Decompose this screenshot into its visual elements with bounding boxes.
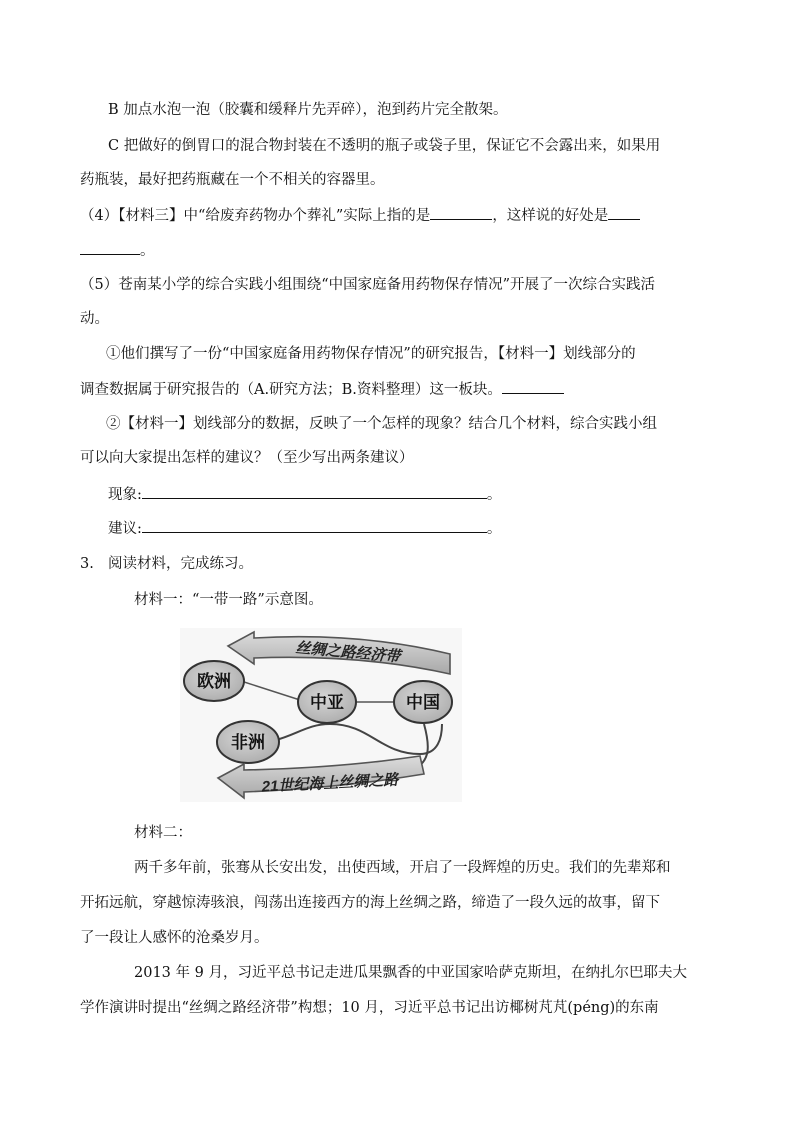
paragraph-1-line3: 了一段让人感怀的沧桑岁月。 — [80, 930, 269, 946]
belt-and-road-diagram — [180, 628, 462, 802]
subquestion-2-line2: 可以向大家提出怎样的建议？（至少写出两条建议） — [80, 450, 414, 466]
paragraph-1-line2: 开拓远航，穿越惊涛骇浪，闯荡出连接西方的海上丝绸之路，缔造了一段久远的故事，留下 — [80, 895, 660, 911]
china-label: 中国 — [406, 693, 440, 712]
question-4-line1 — [80, 205, 640, 226]
question-4-text: （4）【材料三】中“给废弃药物办个葬礼”实际上指的是 — [80, 208, 431, 224]
bottom-arrow-label: 21世纪海上丝绸之路 — [261, 771, 399, 796]
answer-blank[interactable] — [430, 205, 492, 220]
paragraph-2-line2: 学作演讲时提出“丝绸之路经济带”构想；10 月，习近平总书记出访椰树芃芃(péng)的东南 — [80, 1000, 659, 1016]
material-2-caption: 材料二： — [134, 825, 192, 841]
subquestion-2-line1: ②【材料一】划线部分的数据，反映了一个怎样的现象？结合几个材料，综合实践小组 — [106, 416, 657, 432]
period: 。 — [486, 487, 502, 503]
top-arrow-label: 丝绸之路经济带 — [294, 639, 402, 666]
material-1-caption: 材料一：“一带一路”示意图。 — [134, 592, 323, 608]
question-5-line1: （5）苍南某小学的综合实践小组围绕“中国家庭备用药物保存情况”开展了一次综合实践活 — [80, 277, 656, 293]
period: 。 — [140, 243, 155, 259]
europe-label: 欧洲 — [197, 672, 231, 691]
phenomenon-answer-blank[interactable] — [142, 484, 487, 499]
africa-label: 非洲 — [231, 733, 265, 752]
subquestion-1-text: 调查数据属于研究报告的（A.研究方法；B.资料整理）这一板块。 — [80, 382, 502, 398]
paragraph-1-line1: 两千多年前，张骞从长安出发，出使西域，开启了一段辉煌的历史。我们的先辈郑和 — [134, 860, 671, 876]
answer-blank[interactable] — [608, 205, 640, 220]
phenomenon-line — [108, 484, 501, 505]
question-3-text: 阅读材料，完成练习。 — [108, 556, 253, 572]
suggestion-answer-blank[interactable] — [142, 518, 487, 533]
central-asia-label: 中亚 — [310, 693, 344, 712]
option-c-line1: C 把做好的倒胃口的混合物封装在不透明的瓶子或袋子里，保证它不会露出来，如果用 — [108, 138, 661, 154]
question-4-text-cont: ，这样说的好处是 — [492, 208, 609, 224]
question-4-line2 — [80, 240, 155, 261]
subquestion-1-line2 — [80, 379, 564, 400]
option-b: B 加点水泡一泡（胶囊和缓释片先弄碎），泡到药片完全散架。 — [108, 102, 508, 118]
suggestion-label: 建议: — [108, 521, 142, 537]
subquestion-1-line1: ①他们撰写了一份“中国家庭备用药物保存情况”的研究报告，【材料一】划线部分的 — [106, 346, 636, 362]
period: 。 — [486, 521, 502, 537]
phenomenon-label: 现象: — [108, 487, 142, 503]
option-c-line2: 药瓶装，最好把药瓶藏在一个不相关的容器里。 — [80, 172, 385, 188]
question-3-number: 3. — [80, 556, 94, 572]
answer-blank[interactable] — [80, 240, 140, 255]
suggestion-line — [108, 518, 501, 539]
paragraph-2-line1: 2013 年 9 月，习近平总书记走进瓜果飘香的中亚国家哈萨克斯坦，在纳扎尔巴耶夫大 — [134, 965, 687, 981]
question-5-line2: 动。 — [80, 311, 109, 327]
answer-blank[interactable] — [502, 379, 564, 394]
